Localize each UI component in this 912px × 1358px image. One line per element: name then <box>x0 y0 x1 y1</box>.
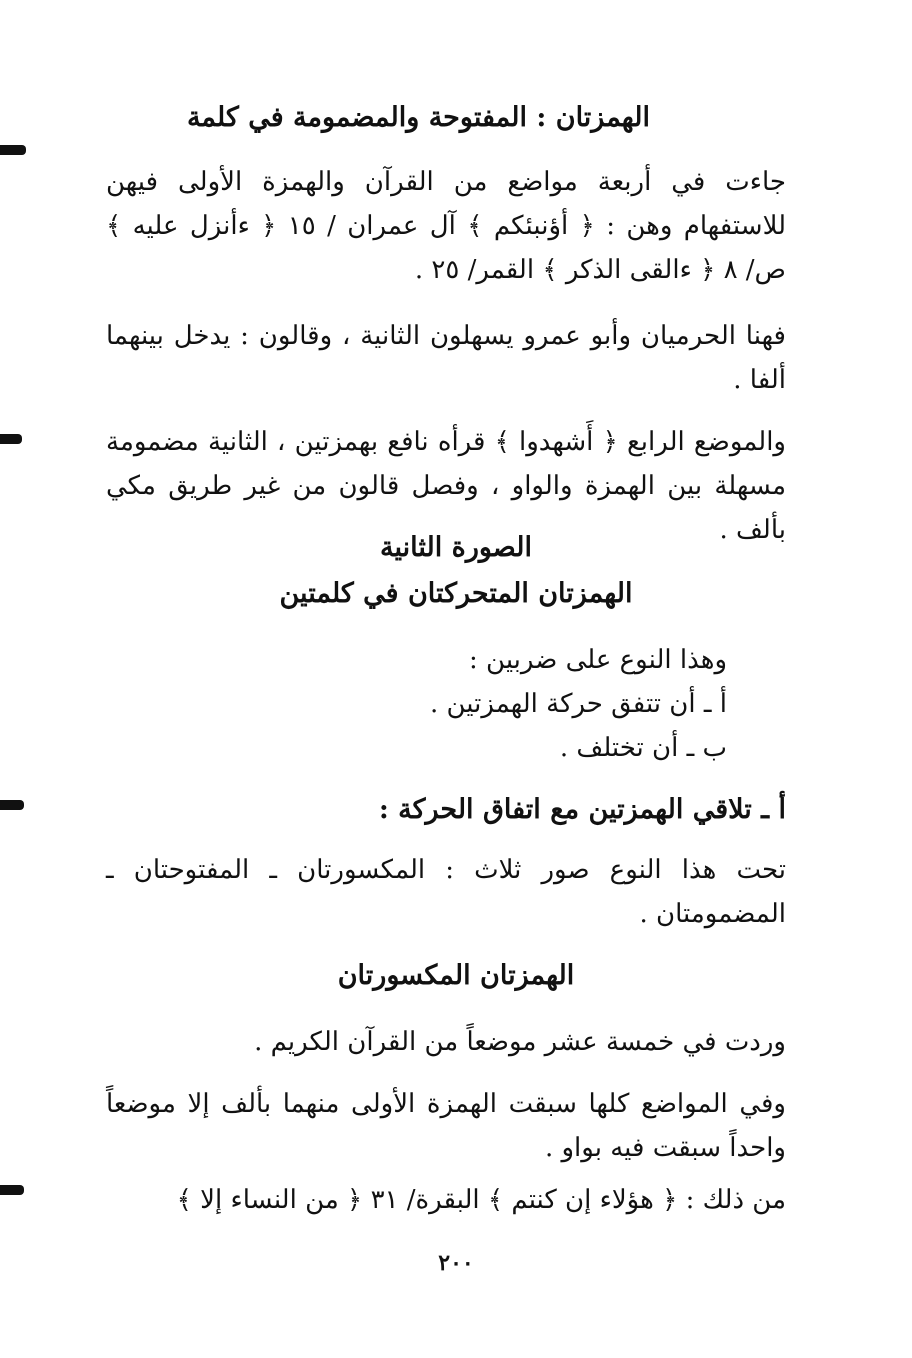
section-title: الصورة الثانية <box>380 532 532 563</box>
paragraph: وردت في خمسة عشر موضعاً من القرآن الكريم . <box>254 1027 786 1057</box>
list-intro: وهذا النوع على ضربين : <box>469 645 727 675</box>
margin-mark <box>0 434 22 444</box>
margin-mark <box>0 1185 24 1195</box>
margin-mark <box>0 800 24 810</box>
paragraph: جاءت في أربعة مواضع من القرآن والهمزة الأولى فيهن للاستفهام وهن : ﴿ أؤنبئكم ﴾ آل عمران / ١٥ ﴿ ءأنزل عليه ﴾ ص/ ٨ ﴿ ءالقى الذكر ﴾ القمر/ ٢٥ . <box>106 167 787 285</box>
subsection-heading: الهمزتان المكسورتان <box>337 960 575 991</box>
list-item: أ ـ أن تتفق حركة الهمزتين . <box>429 689 727 719</box>
section-heading: الهمزتان : المفتوحة والمضمومة في كلمة <box>186 102 650 133</box>
paragraph: وفي المواضع كلها سبقت الهمزة الأولى منهما بألف إلا موضعاً واحداً سبقت فيه بواو . <box>106 1089 786 1163</box>
page-number: ٢٠٠ <box>438 1250 474 1276</box>
paragraph: فهنا الحرميان وأبو عمرو يسهلون الثانية ، وقالون : يدخل بينهما ألفا . <box>106 321 786 395</box>
list-item: ب ـ أن تختلف . <box>559 733 727 763</box>
subsection-heading: أ ـ تلاقي الهمزتين مع اتفاق الحركة : <box>378 794 786 825</box>
margin-mark <box>0 145 26 155</box>
paragraph: تحت هذا النوع صور ثلاث : المكسورتان ـ المفتوحتان ـ المضمومتان . <box>106 855 786 929</box>
paragraph: من ذلك : ﴿ هؤلاء إن كنتم ﴾ البقرة/ ٣١ ﴿ من النساء إلا ﴾ <box>176 1185 786 1215</box>
section-subtitle: الهمزتان المتحركتان في كلمتين <box>279 578 633 609</box>
paragraph: والموضع الرابع ﴿ أَشهدوا ﴾ قرأه نافع بهمزتين ، الثانية مضمومة مسهلة بين الهمزة والواو ، وفصل قالون من غير طريق مكي بألف . <box>106 427 786 545</box>
